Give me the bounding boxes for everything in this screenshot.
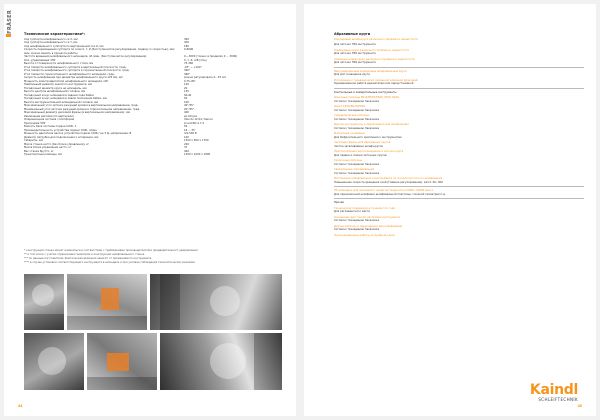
spec-key: Мощность электродвигателя шлифовального шпинделя, кВт — [24, 79, 109, 83]
spec-key: Частота вращения шлифовального шпинделя, об./мин. (бесступенчатое регулирование) — [24, 55, 147, 59]
spec-value: 20°/35° — [184, 107, 195, 111]
spec-value: 135 — [184, 90, 189, 94]
accessory-text: Согласно техзаданию Заказчика — [334, 126, 380, 130]
spec-key: Масса блока управления нетто, кг — [24, 146, 72, 150]
machine-photo — [24, 274, 64, 330]
accessory-heading: Прочее — [334, 201, 344, 205]
accessory-section — [334, 67, 584, 77]
accessory-section — [334, 96, 584, 103]
spec-value: 1300 х 1000 х 1800 — [184, 153, 211, 157]
accessory-heading: Пусконаладочные работы (2-4 рабочих дня) — [334, 233, 395, 237]
accessory-section — [334, 159, 584, 166]
accessory-heading: Вакуумированные эльборовые шлифовальные круги — [334, 69, 407, 73]
accessory-heading: Чистящие фрезы для абразивных кругов — [334, 141, 391, 145]
spec-value: X, Y, Z, A/B (опц.) — [184, 58, 208, 62]
spec-row — [24, 153, 282, 157]
accessory-text: Согласно техзаданию Заказчика — [334, 228, 380, 232]
spec-key: Скорость шлифования при диаметре шлифовального круга 125 мм, м/с — [24, 76, 123, 80]
accessory-heading: Алмазные шлиф.круги различного профиля и зернистости — [334, 57, 415, 61]
accessory-heading: Корундовый шлиф.круги различного профиля и зернистости — [334, 37, 419, 41]
spec-value: 100 — [184, 100, 189, 104]
spec-key: Максимальный диаметр дисковой фрезы (в вертикальном направлении), мм — [24, 111, 130, 115]
page-number-right: 45 — [577, 403, 582, 408]
spec-value: 50 — [184, 97, 188, 101]
side-label: FRÄSER — [7, 10, 13, 34]
footnote: ** в том числе с учетом ограничения геометрии и конструкции шлифовального станка — [24, 253, 145, 256]
spec-value: 120 — [184, 83, 189, 87]
accessory-heading: Гидравлические патроны — [334, 114, 370, 118]
spec-value: 180 — [184, 44, 189, 48]
spec-value: 300 — [184, 41, 189, 45]
footnotes — [24, 249, 282, 265]
spec-key: Транспортные размеры, мм — [24, 153, 62, 157]
accessory-text: Согласно техзаданию Заказчика — [334, 108, 380, 112]
accessory-text: Согласно техзаданию Заказчика — [334, 99, 380, 103]
accessory-section — [334, 49, 584, 56]
footnote: * конструкция станка может изменяться в соответствии с требованиями производителя без предварительного уведомления — [24, 249, 198, 252]
accessory-heading: Оснащение для тонкой настройки инструмента — [334, 215, 400, 219]
accessory-heading: Цанги ER16/ER25/ER40 — [334, 105, 366, 109]
photo-grid — [24, 274, 282, 390]
spec-key: Емкость бака системы подачи СОЖ, л — [24, 125, 77, 129]
spec-key: Оси, управляемые ЧПУ — [24, 58, 56, 62]
accessory-text: Для регламентного места — [334, 210, 370, 214]
accessory-section — [334, 114, 584, 121]
accessory-section — [334, 207, 584, 214]
spec-value: 20 — [184, 86, 188, 90]
spec-key: Наибольший диаметр зажатого инструмента, мм — [24, 83, 92, 87]
accessory-heading: Исполнение шлифовального инструмента по 4-м для пустотного шлифования — [334, 177, 443, 181]
spec-key: Высота инструментальной шпиндельной головки, мм — [24, 100, 98, 104]
spec-value: 1300 х 850 х 1700 — [184, 139, 209, 143]
accessory-section — [334, 186, 584, 196]
accessory-section — [334, 38, 584, 42]
accessory-text: Согласно техзаданию Заказчика — [334, 171, 380, 175]
page-number-left: 44 — [18, 403, 23, 408]
spec-value: 40°/35° — [184, 104, 195, 108]
accessory-text: Согласно техзаданию Заказчика — [334, 117, 380, 121]
footnote: *** по данным изготовителя; фактическая величина зависит от применяемого инструмента — [24, 257, 152, 260]
spec-key: Посадочный диаметр круга на шпиндель, мм — [24, 86, 87, 90]
spec-key: Посадочный конус шпинделя в заднем ходе бабки — [24, 93, 94, 97]
spec-key: Операционная система / платформа — [24, 118, 75, 122]
accessory-section — [334, 234, 584, 238]
spec-value: 16 ... 35 — [184, 128, 195, 132]
accessory-heading: Исполнение с гальванически связанной алмазной фракцией — [334, 78, 418, 82]
spec-key: Угол поворота шлифовального суппорта в горизонтальной плоскости, град. — [24, 69, 130, 73]
accessory-text: Для бифронтального крепления к инструментам — [334, 135, 402, 139]
footnote: **** в случае установки соответствующего инструмента в шпиндель и при условии соблюдения технологических режимов — [24, 261, 195, 264]
spec-value: 400 — [184, 149, 189, 153]
spec-value: 3/4-500 В — [184, 132, 197, 136]
accessory-heading: Контрольные и измерительные инструменты — [334, 90, 397, 94]
left-page — [4, 4, 296, 416]
machine-photo — [87, 333, 157, 390]
logo-subtitle: SCHLEIFTECHNIK — [538, 396, 578, 402]
spec-value: 100 — [184, 135, 189, 139]
spec-value: 360° — [184, 69, 191, 73]
accessory-heading: Другие инструменты и переходники для шлифования — [334, 123, 409, 127]
accessory-heading: Магнитные основания — [334, 132, 365, 136]
accessories-list — [334, 38, 584, 238]
accessory-section — [334, 150, 584, 157]
accessory-heading: Эльборовые круги различного профиля и зернистости — [334, 48, 410, 52]
spec-key: Вес станка брутто, кг — [24, 149, 54, 153]
accessory-heading: Цанговые патроны ER16/ER25/ER40, ER32 SK40... — [334, 96, 402, 100]
accessory-section — [334, 168, 584, 175]
spec-key: Диаметр патрубка для подключения к аспирации, мм — [24, 135, 99, 139]
accessory-text: Согласно техзаданию Заказчика — [334, 162, 380, 166]
spec-key: Программа ЧПУ — [24, 121, 46, 125]
accessory-section — [334, 105, 584, 112]
accessory-text: Для заточки HSS инструмента — [334, 52, 376, 56]
accessory-text: Для правки и смазки заточных кругов — [334, 153, 387, 157]
spec-key: Масса станка нетто (без блока управления), кг — [24, 142, 90, 146]
accessory-section — [334, 123, 584, 130]
accessory-section — [334, 225, 584, 232]
accessory-text: Для доп.оснащения круга — [334, 73, 370, 77]
accessory-heading: HF-шпиндель для проходного шлиф.инструмента из 6000~24000 мин-1 — [334, 189, 434, 193]
logo-wordmark: Kaindl — [529, 381, 578, 398]
spec-key: Мощность двигателя насоса устройства подачи СОЖ / на 3 ф.-напряжение, В — [24, 132, 132, 136]
machine-photo — [24, 333, 84, 390]
accessory-section — [334, 198, 584, 205]
accessory-section — [334, 88, 584, 95]
accessory-section — [334, 58, 584, 65]
accessory-text: Согласно техзаданию Заказчика — [334, 219, 380, 223]
accessory-section — [334, 177, 584, 184]
accessory-heading: Техническая поддержка в течении 1го года — [334, 206, 395, 210]
accessory-text: Для заточки HSS инструмента — [334, 43, 376, 47]
spec-value: 0-6000 — [184, 48, 194, 52]
spec-value: -45° ~ +100° — [184, 65, 202, 69]
accessory-section — [334, 216, 584, 223]
accessory-heading: Кромочные патроны — [334, 159, 363, 163]
specs-table — [24, 38, 282, 157]
accessories-title: Абразивные круги — [334, 32, 371, 36]
spec-value: SK-40 — [184, 93, 192, 97]
spec-value: 360° — [184, 72, 191, 76]
spec-value: 240 — [184, 142, 189, 146]
specs-title: Технические характеристики*: — [24, 32, 86, 36]
spec-key: Габариты, мм — [24, 139, 43, 143]
spec-value: 300 — [184, 37, 189, 41]
right-page — [304, 4, 596, 416]
spec-value: 400 — [184, 111, 189, 115]
accessory-section — [334, 132, 584, 139]
spec-value: 0-~3000 (только в пределах 0 ... 3000) — [184, 55, 238, 59]
spec-value: до 60 раз — [184, 114, 197, 118]
spec-key: Увеличение дисплея (по вертикали) — [24, 114, 74, 118]
accessory-text: Чистка засаливаемых шлиф.кругов — [334, 144, 383, 148]
spec-value: 50 — [184, 125, 188, 129]
accessory-text: Для заточки HSS инструмента — [334, 61, 376, 65]
spec-key: Ход шлифовального суппорта по вертикальной оси Z, мм — [24, 44, 104, 48]
accessory-section — [334, 79, 584, 86]
spec-value: 37 — [184, 146, 188, 150]
spec-value: Ubuntu 12.04 / Kernel — [184, 118, 213, 122]
spec-key: Минимальный угол заточки режущей кромки в горизонтальном направлении, град. — [24, 107, 141, 111]
machine-photo — [67, 274, 147, 330]
spec-key: Посадочный конус шпинделя в левом положении бабки, мм — [24, 97, 107, 101]
side-accent-bar — [6, 34, 11, 37]
accessory-text: Одновременное работа держателем или переустановкой — [334, 82, 414, 86]
spec-key: Ход суппорта шлифовального ск.Y, мм — [24, 41, 78, 45]
brand-logo — [530, 383, 578, 402]
accessory-section — [334, 43, 584, 47]
machine-photo — [160, 333, 282, 390]
accessory-section — [334, 141, 584, 148]
accessory-heading: Сверлильные направляющие — [334, 168, 375, 172]
spec-value: 75-360 — [184, 62, 194, 66]
spec-key: Угол поворота горизонтального шлифовального шпинделя, град. — [24, 72, 115, 76]
accessory-heading: Другие патроны и переходники для шлифования — [334, 224, 403, 228]
accessory-heading: Приспособления для охлаждения и заточки круга — [334, 150, 404, 154]
spec-key: Высота от поверхности шлифовального стола, мм — [24, 62, 94, 66]
accessories-block — [334, 32, 584, 239]
spec-value: 0,75 кВт — [184, 79, 196, 83]
spec-value: LinuxCNC 2.7.4 — [184, 121, 204, 125]
accessory-text: Повышенная скорость вращения осей (Главное регулирование), мм=1 30~300 — [334, 180, 443, 184]
spec-key: Максимальный угол заточки режущей кромки в вертикальном направлении, град. — [24, 104, 139, 108]
spec-key: Ход суппорта шлифовального ск.Х, мм — [24, 37, 78, 41]
accessory-text: Для прецизионной шлифовки шлифовальной пластины, сложной геометрии п.д. — [334, 192, 446, 196]
spec-key: Производительность устройства подачи СОЖ, л/мин — [24, 128, 97, 132]
spec-key: Угол поворота шлифовального суппорта в вертикальной плоскости, град. — [24, 65, 127, 69]
spec-key: Скорость перемещения суппорта по осям X, Y, Z (бесступенчатое регулирование, подвод со скоростью), мм/мин: можно менять в процессе работы — [24, 48, 175, 55]
spec-key: Высота центров шлифовальной головки, мм — [24, 90, 86, 94]
specs-block — [24, 32, 282, 157]
machine-photo — [150, 274, 282, 330]
spec-value: можно регулировать 0...35 м/с — [184, 76, 227, 80]
